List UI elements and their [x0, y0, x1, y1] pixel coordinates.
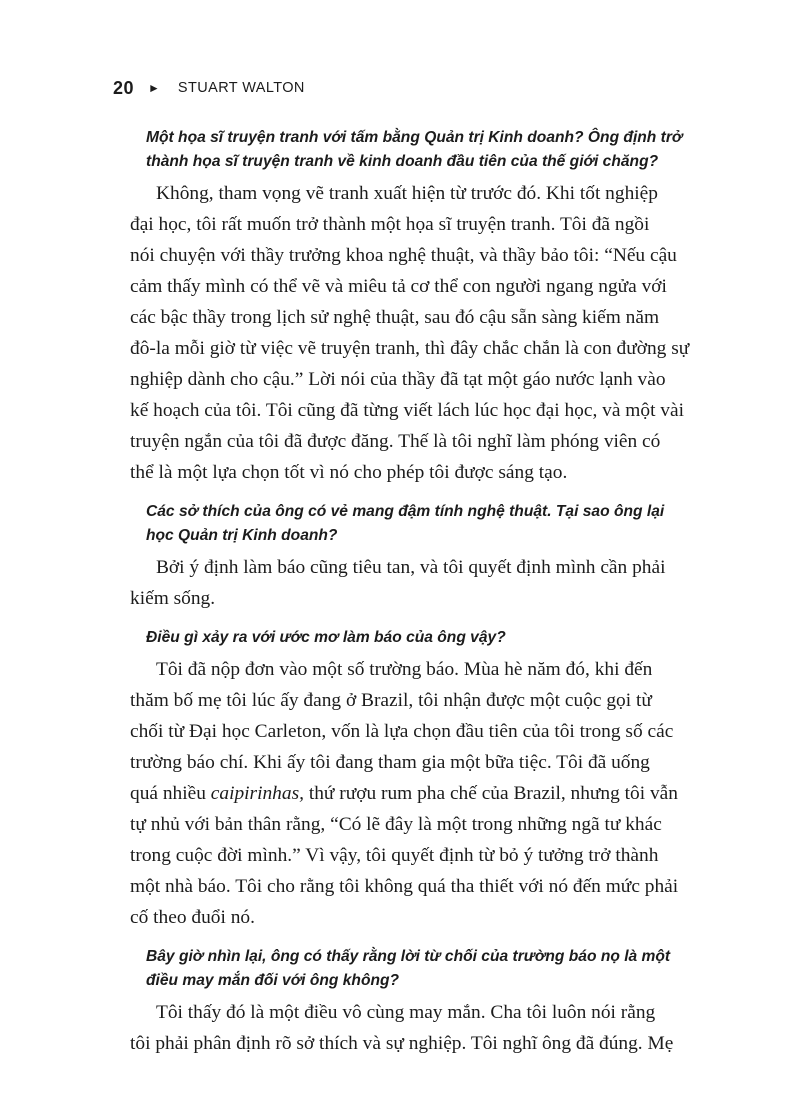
answer-line: Không, tham vọng vẽ tranh xuất hiện từ trước đó. Khi tốt nghiệp — [156, 183, 658, 204]
author-name: STUART WALTON — [177, 80, 305, 96]
question-line: Điều gì xảy ra với ước mơ làm báo của ông vậy? — [146, 629, 506, 646]
question-1 — [130, 126, 698, 174]
answer-line: tôi phải phân định rõ sở thích và sự nghiệp. Tôi nghĩ ông đã đúng. Mẹ — [130, 1033, 674, 1054]
question-line: học Quản trị Kinh doanh? — [146, 527, 338, 544]
answer-2 — [130, 552, 698, 614]
question-line: thành họa sĩ truyện tranh về kinh doanh đầu tiên của thế giới chăng? — [146, 153, 659, 170]
arrow-icon: ► — [148, 81, 160, 95]
question-line: Một họa sĩ truyện tranh với tấm bằng Quản trị Kinh doanh? Ông định trở — [146, 129, 683, 146]
answer-line: chối từ Đại học Carleton, vốn là lựa chọn đầu tiên của tôi trong số các — [130, 721, 674, 742]
answer-line: cố theo đuổi nó. — [130, 907, 255, 928]
answer-line: trong cuộc đời mình.” Vì vậy, tôi quyết định từ bỏ ý tưởng trở thành — [130, 845, 659, 866]
answer-line: Tôi đã nộp đơn vào một số trường báo. Mùa hè năm đó, khi đến — [156, 659, 653, 680]
answer-1 — [130, 178, 698, 488]
question-line: điều may mắn đối với ông không? — [146, 972, 400, 989]
answer-line: truyện ngắn của tôi đã được đăng. Thế là tôi nghĩ làm phóng viên có — [130, 431, 661, 452]
page-body — [130, 126, 698, 1071]
italic-term: caipirinhas, — [210, 783, 304, 804]
answer-line: nói chuyện với thầy trưởng khoa nghệ thuật, và thầy bảo tôi: “Nếu cậu — [130, 245, 677, 266]
question-line: Bây giờ nhìn lại, ông có thấy rằng lời từ chối của trường báo nọ là một — [146, 948, 671, 965]
answer-line: đại học, tôi rất muốn trở thành một họa sĩ truyện tranh. Tôi đã ngồi — [130, 214, 650, 235]
answer-line: tự nhủ với bản thân rằng, “Có lẽ đây là một trong những ngã tư khác — [130, 814, 662, 835]
question-4 — [130, 945, 698, 993]
question-3 — [130, 626, 698, 650]
answer-line: kiếm sống. — [130, 588, 216, 609]
answer-text: thứ rượu rum pha chế của Brazil, nhưng tôi vẫn — [303, 783, 678, 804]
answer-line: Bởi ý định làm báo cũng tiêu tan, và tôi quyết định mình cần phải — [156, 557, 666, 578]
answer-line: nghiệp dành cho cậu.” Lời nói của thầy đã tạt một gáo nước lạnh vào — [130, 369, 666, 390]
running-header — [113, 74, 305, 102]
answer-3 — [130, 654, 698, 933]
answer-line: thăm bố mẹ tôi lúc ấy đang ở Brazil, tôi nhận được một cuộc gọi từ — [130, 690, 652, 711]
answer-line: thể là một lựa chọn tốt vì nó cho phép tôi được sáng tạo. — [130, 462, 568, 483]
answer-line: cảm thấy mình có thể vẽ và miêu tả cơ thể con người ngang ngửa với — [130, 276, 667, 297]
answer-line: kế hoạch của tôi. Tôi cũng đã từng viết lách lúc học đại học, và một vài — [130, 400, 684, 421]
answer-4 — [130, 997, 698, 1059]
answer-text: quá nhiều — [130, 783, 211, 804]
answer-line: một nhà báo. Tôi cho rằng tôi không quá tha thiết với nó đến mức phải — [130, 876, 679, 897]
page-number: 20 — [113, 77, 135, 98]
answer-line: Tôi thấy đó là một điều vô cùng may mắn. Cha tôi luôn nói rằng — [156, 1002, 656, 1023]
question-line: Các sở thích của ông có vẻ mang đậm tính nghệ thuật. Tại sao ông lại — [146, 503, 665, 520]
answer-line: đô-la mỗi giờ từ việc vẽ truyện tranh, thì đây chắc chắn là con đường sự — [130, 338, 690, 359]
question-2 — [130, 500, 698, 548]
answer-line — [130, 778, 698, 809]
answer-line: các bậc thầy trong lịch sử nghệ thuật, sau đó cậu sẵn sàng kiếm năm — [130, 307, 660, 328]
answer-line: trường báo chí. Khi ấy tôi đang tham gia một bữa tiệc. Tôi đã uống — [130, 752, 650, 773]
